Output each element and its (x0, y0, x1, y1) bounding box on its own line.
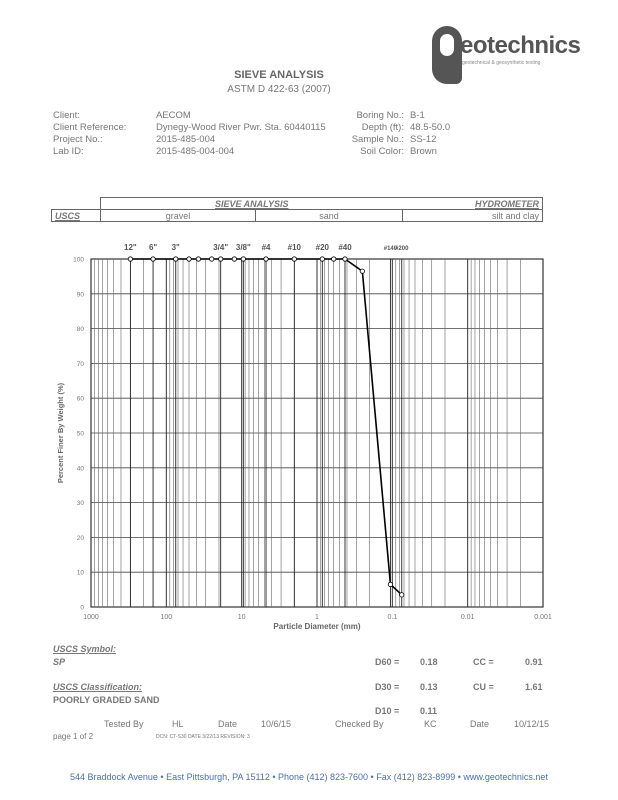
y-tick-label: 50 (76, 430, 84, 438)
data-point (388, 582, 392, 586)
cc-label: CC = (473, 657, 494, 667)
sieve-labels (124, 243, 409, 252)
x-tick-labels (83, 614, 552, 621)
data-point (360, 269, 364, 273)
lab-id-label: Lab ID: (53, 146, 84, 157)
client-ref-label: Client Reference: (53, 122, 127, 133)
x-tick-label: 1 (315, 614, 319, 621)
depth-value: 48.5-50.0 (410, 122, 451, 133)
d60-label: D60 = (375, 657, 400, 667)
data-point (292, 257, 296, 261)
y-tick-label: 10 (76, 569, 84, 577)
sieve-label: #200 (395, 246, 409, 252)
uscs-class-value: POORLY GRADED SAND (53, 695, 160, 705)
y-tick-label: 80 (76, 326, 84, 334)
d30-value: 0.13 (420, 682, 438, 692)
data-point (232, 257, 236, 261)
sand-label: sand (256, 210, 403, 222)
tested-by-value: HL (172, 719, 184, 729)
sieve-label: 6" (148, 243, 158, 252)
uscs-symbol-label: USCS Symbol: (53, 644, 117, 654)
x-tick-label: 100 (160, 614, 173, 621)
silt-clay-label: silt and clay (403, 210, 543, 222)
data-point (187, 257, 191, 261)
sieve-label: 3/8" (235, 243, 251, 252)
gravel-label: gravel (101, 210, 256, 222)
client-ref-value: Dynegy-Wood River Pwr. Sta. 60440115 (156, 122, 326, 133)
x-tick-label: 0.001 (534, 614, 552, 621)
checked-by-label: Checked By (335, 719, 384, 729)
project-no-label: Project No.: (53, 134, 103, 145)
tested-by-label: Tested By (104, 719, 144, 729)
report-standard: ASTM D 422-63 (2007) (227, 84, 331, 95)
x-tick-label: 10 (237, 614, 246, 621)
sieve-label: #20 (315, 243, 329, 252)
y-tick-label: 90 (76, 291, 84, 299)
data-point (209, 257, 213, 261)
y-tick-label: 20 (76, 534, 84, 542)
sieve-label: 3/4" (213, 243, 229, 252)
logo-text: eotechnics (460, 32, 581, 59)
client-label: Client: (53, 110, 80, 121)
data-point (174, 257, 178, 261)
data-point (343, 257, 347, 261)
x-tick-label: 0.01 (460, 614, 475, 621)
cu-value: 1.61 (525, 682, 543, 692)
depth-label: Depth (ft): (361, 122, 404, 133)
chart-grid (91, 259, 543, 607)
date-value-2: 10/12/15 (514, 719, 550, 729)
d60-value: 0.18 (420, 657, 438, 667)
client-value: AECOM (156, 110, 191, 121)
classification-table (51, 197, 543, 222)
sample-value: SS-12 (410, 134, 437, 145)
date-label-2: Date (470, 719, 490, 729)
data-point (332, 257, 336, 261)
sieve-label: 12" (124, 243, 137, 252)
data-point (320, 257, 324, 261)
project-no-value: 2015-485-004 (156, 134, 216, 145)
data-point (128, 257, 132, 261)
sample-label: Sample No.: (351, 134, 404, 145)
data-point (264, 257, 268, 261)
data-point (241, 257, 245, 261)
sieve-analysis-header: SIEVE ANALYSIS (101, 198, 403, 210)
uscs-class-label: USCS Classification: (53, 682, 143, 692)
x-tick-label: 0.1 (387, 614, 398, 621)
lab-id-value: 2015-485-004-004 (156, 146, 235, 157)
soil-color-value: Brown (410, 146, 437, 157)
sieve-label: #40 (338, 243, 352, 252)
date-label-1: Date (218, 719, 238, 729)
report-title: SIEVE ANALYSIS (234, 69, 324, 81)
data-point (196, 257, 200, 261)
boring-label: Boring No.: (356, 110, 404, 121)
doc-control: DCN: CT-S30 DATE 3/22/13 REVISION: 3 (156, 734, 250, 740)
boring-value: B-1 (410, 110, 425, 121)
d30-label: D30 = (375, 682, 400, 692)
y-tick-label: 60 (76, 395, 84, 403)
data-point (400, 593, 404, 597)
sieve-label: #140 (383, 246, 398, 252)
y-tick-label: 30 (76, 500, 84, 508)
cu-label: CU = (473, 682, 494, 692)
uscs-symbol-value: SP (53, 657, 66, 667)
y-tick-labels (73, 257, 84, 612)
y-tick-label: 100 (73, 256, 84, 264)
y-tick-label: 70 (76, 360, 84, 368)
x-axis-label: Particle Diameter (mm) (273, 622, 361, 631)
logo-tagline: geotechnical & geosynthetic testing (462, 60, 541, 66)
hydrometer-header: HYDROMETER (403, 198, 543, 210)
cc-value: 0.91 (525, 657, 543, 667)
x-tick-label: 1000 (83, 614, 99, 621)
data-point (218, 257, 222, 261)
d10-label: D10 = (375, 706, 400, 716)
checked-by-value: KC (424, 719, 437, 729)
data-point (151, 257, 155, 261)
uscs-header: USCS (52, 210, 101, 222)
soil-color-label: Soil Color: (360, 146, 404, 157)
gradation-chart (0, 236, 618, 636)
sieve-label: #4 (261, 243, 271, 252)
y-tick-label: 40 (76, 465, 84, 473)
footer-address: 544 Braddock Avenue • East Pittsburgh, PA 15112 • Phone (412) 823-7600 • Fax (412) 823-8999 • www.geotechnics.net (70, 772, 548, 782)
sieve-label: #10 (287, 243, 302, 252)
d10-value: 0.11 (420, 706, 438, 716)
y-axis-label: Percent Finer By Weight (%) (56, 382, 65, 484)
sieve-label: 3" (171, 243, 180, 252)
date-value-1: 10/6/15 (261, 719, 292, 729)
y-tick-label: 0 (80, 604, 84, 612)
logo-g-inner (440, 34, 454, 56)
page-number: page 1 of 2 (53, 732, 94, 741)
